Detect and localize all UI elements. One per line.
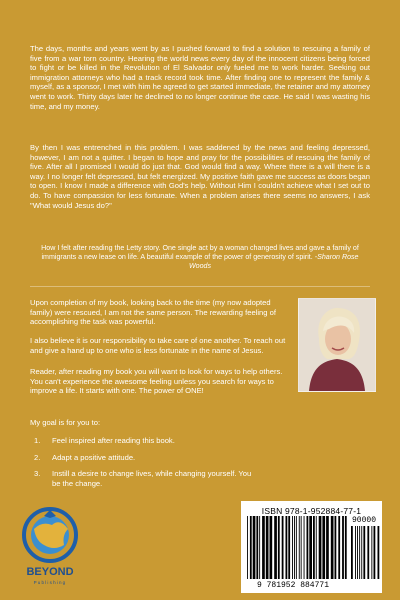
barcode-bar bbox=[357, 526, 358, 579]
barcode-bar bbox=[359, 526, 360, 579]
publisher-name: BEYOND bbox=[26, 566, 74, 578]
goal-number: 2. bbox=[34, 452, 41, 462]
barcode-bar bbox=[270, 516, 273, 579]
author-paragraph-3: Reader, after reading my book you will want to look for ways to help others. You can't experience the awesome feeling unless you search for ways to improve a life. It starts with one. The power of ONE! bbox=[30, 367, 283, 396]
goal-item bbox=[30, 436, 260, 446]
barcode-bar bbox=[296, 516, 297, 579]
barcode-bar bbox=[250, 516, 252, 579]
goal-number: 1. bbox=[34, 436, 41, 445]
barcode-bar bbox=[282, 516, 284, 579]
barcode-bar bbox=[301, 516, 302, 579]
barcode-bar bbox=[378, 526, 380, 579]
barcode-bar bbox=[278, 516, 280, 579]
barcode-bar bbox=[294, 516, 295, 579]
quote-author: -Sharon Rose Woods bbox=[188, 253, 359, 270]
barcode-bar bbox=[342, 516, 344, 579]
barcode-bar bbox=[313, 516, 315, 579]
barcode-bar bbox=[274, 516, 277, 579]
author-photo bbox=[298, 298, 376, 392]
barcode-bar bbox=[299, 516, 300, 579]
barcode-bar bbox=[335, 516, 337, 579]
goal-list bbox=[30, 436, 260, 495]
divider bbox=[30, 286, 370, 287]
barcode-bar bbox=[256, 516, 258, 579]
barcode-bar bbox=[345, 516, 347, 579]
goal-text: Feel inspired after reading this book. bbox=[52, 436, 175, 445]
goal-item bbox=[30, 469, 260, 488]
barcode-bar bbox=[363, 526, 365, 579]
barcode-bar bbox=[259, 516, 260, 579]
barcode-bar bbox=[351, 526, 353, 579]
barcode-bar bbox=[262, 516, 265, 579]
author-paragraph-1: Upon completion of my book, looking back to the time (my now adopted family) were rescued, I am not the same person. The rewarding feeling of accomplishing the task was powerful. bbox=[30, 298, 276, 327]
barcode-digits: 9 781952 884771 bbox=[256, 581, 329, 590]
barcode-bar bbox=[247, 516, 248, 579]
publisher-logo bbox=[16, 504, 88, 590]
barcode-bar bbox=[307, 516, 309, 579]
barcode-bar bbox=[322, 516, 325, 579]
barcode-bar bbox=[371, 526, 372, 579]
author-paragraph-2: I also believe it is our responsibility to take care of one another. To reach out and give a hand up to one who is less fortunate in the name of Jesus. bbox=[30, 336, 286, 355]
goal-text: Instill a desire to change lives, while changing yourself. You be the change. bbox=[52, 469, 252, 488]
paragraph-rescue-story: The days, months and years went by as I pushed forward to find a solution to rescuing a family of five from a war torn country. Hearing the world news every day of the innocent citizens being forced to fight or be killed in the Revolution of El Salvador only fueled me to work harder. Seeking out immigration attorneys who had a track record took time. After finding one to represent the family & myself, as a sponsor, I met with him he agreed to get started immediate, the retainer and my attorney went to work. Thirty days later he declined to no longer continue the case. He said I was wasting his time, and my money. bbox=[30, 44, 370, 111]
paragraph-faith: By then I was entrenched in this problem. I was saddened by the news and feeling depressed, however, I am not a quitter. I began to hope and pray for the possibilities of rescuing the family of five. After all I promised I would do just that. God would find a way. Where there is a will there is a way. I no longer felt depressed, but felt energized. My positive faith gave me success as doors began to open. I know I made a difference with God's help. Without Him I couldn't achieve what I set out to do. To have compassion for less fortunate. When a problem arises there seems no answers, I ask "What would Jesus do?" bbox=[30, 143, 370, 210]
endorsement-quote bbox=[30, 244, 370, 271]
price-code: 90000 bbox=[351, 516, 376, 525]
isbn-label: ISBN 978-1-952884-77-1 bbox=[261, 506, 362, 516]
barcode-bar bbox=[309, 516, 312, 579]
barcode-bar bbox=[367, 526, 369, 579]
barcode-bar bbox=[292, 516, 293, 579]
barcode-bar bbox=[338, 516, 340, 579]
barcode-bar bbox=[319, 516, 322, 579]
barcode-bar bbox=[316, 516, 317, 579]
barcode-bar bbox=[374, 526, 376, 579]
barcode-bar bbox=[355, 526, 356, 579]
goal-intro: My goal is for you to: bbox=[30, 418, 101, 427]
goal-number: 3. bbox=[34, 469, 41, 479]
publisher-tagline: Publishing bbox=[33, 580, 67, 585]
goal-item bbox=[30, 453, 260, 463]
quote-text: How I felt after reading the Letty story. One single act by a woman changed lives and gave a family of immigrants a new lease on life. A beautiful example of the power of generosity of spirit. bbox=[41, 244, 359, 261]
barcode-bar bbox=[304, 516, 305, 579]
barcode-bar bbox=[266, 516, 269, 579]
barcode-bar bbox=[253, 516, 256, 579]
barcode bbox=[245, 516, 381, 580]
barcode-bar bbox=[288, 516, 290, 579]
goal-text: Adapt a positive attitude. bbox=[52, 452, 136, 462]
barcode-bar bbox=[286, 516, 288, 579]
barcode-bar bbox=[331, 516, 334, 579]
barcode-bar bbox=[326, 516, 329, 579]
barcode-bar bbox=[361, 526, 362, 579]
isbn-barcode-box bbox=[241, 501, 382, 593]
